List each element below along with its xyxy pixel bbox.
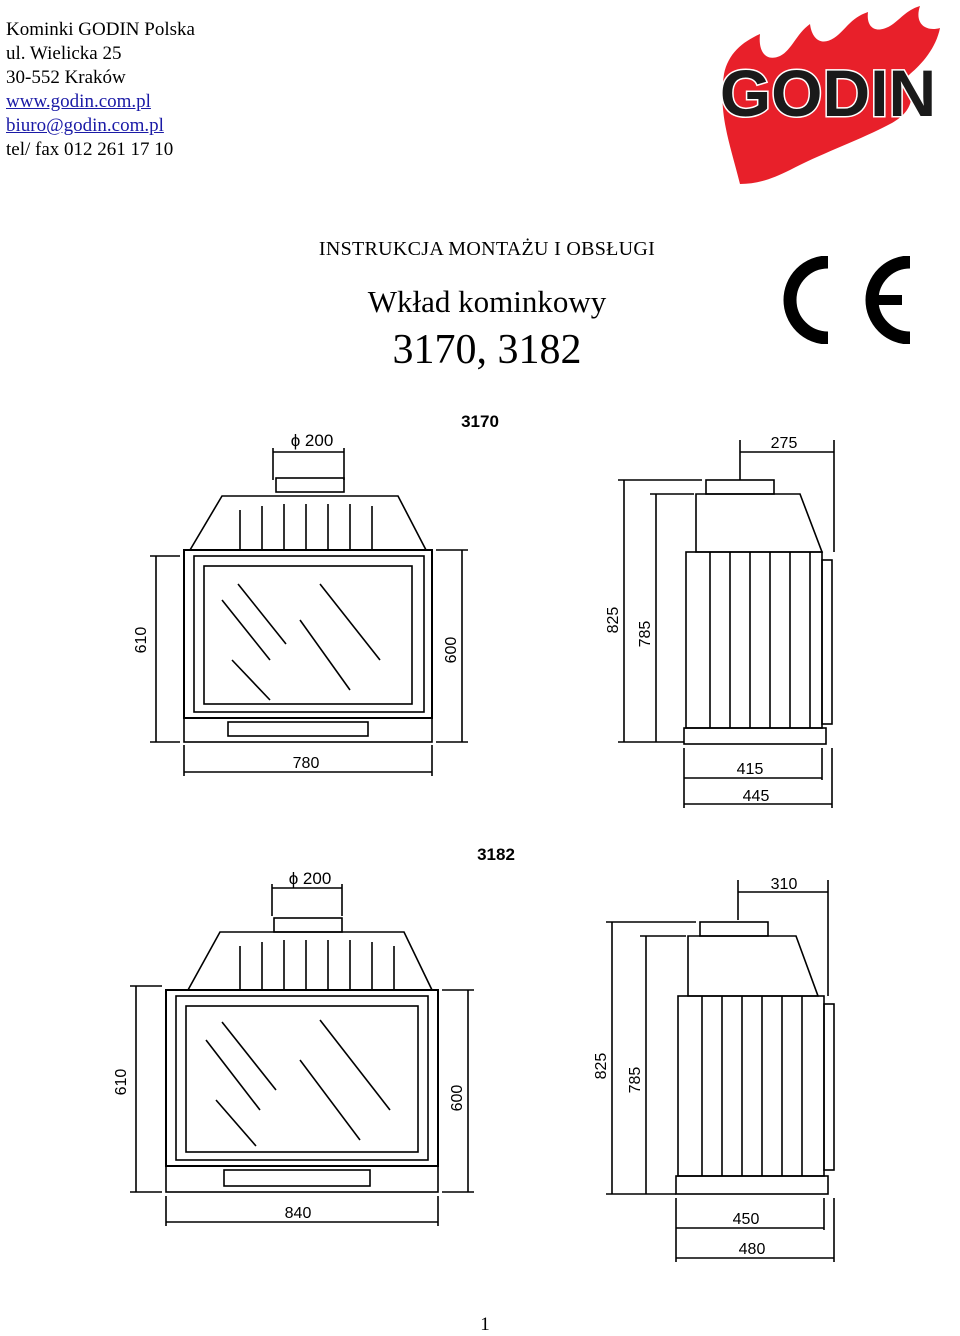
city-address: 30-552 Kraków — [6, 67, 126, 88]
height-body-label: 785 — [627, 1066, 644, 1094]
height-total-label: 825 — [605, 606, 622, 634]
depth-base-label: 415 — [736, 761, 764, 778]
height-body-label: 785 — [637, 620, 654, 648]
side-view — [605, 435, 834, 808]
document-heading: INSTRUKCJA MONTAŻU I OBSŁUGI — [318, 238, 656, 260]
width-label: 780 — [292, 755, 320, 772]
model-label: 3170 — [461, 412, 499, 431]
website-link[interactable]: www.godin.com.pl — [6, 91, 151, 112]
drawing-3170 — [133, 412, 834, 808]
logo-text: GODIN — [719, 56, 937, 130]
side-view — [593, 876, 834, 1262]
depth-top-label: 310 — [770, 876, 798, 893]
company-name: Kominki GODIN Polska — [6, 19, 195, 40]
depth-base-label: 450 — [732, 1211, 760, 1228]
front-view — [133, 431, 468, 776]
product-title: Wkład kominkowy — [367, 284, 607, 319]
svg-text:CE: CE — [770, 256, 772, 257]
email-link[interactable]: biuro@godin.com.pl — [6, 115, 164, 136]
model-numbers: 3170, 3182 — [392, 327, 582, 373]
depth-total-label: 445 — [742, 788, 770, 805]
page-number: 1 — [480, 1314, 490, 1335]
model-label: 3182 — [477, 845, 515, 864]
height-door-label: 600 — [443, 636, 460, 664]
height-door-label: 600 — [449, 1084, 466, 1112]
street-address: ul. Wielicka 25 — [6, 43, 122, 64]
height-total-label: 610 — [133, 626, 150, 654]
front-view — [113, 869, 474, 1226]
flue-diameter-label: ϕ 200 — [290, 431, 334, 450]
height-total-label: 610 — [113, 1068, 130, 1096]
depth-total-label: 480 — [738, 1241, 766, 1258]
flue-diameter-label: ϕ 200 — [288, 869, 332, 888]
phone-number: tel/ fax 012 261 17 10 — [6, 139, 174, 160]
drawing-3182 — [113, 845, 834, 1262]
depth-top-label: 275 — [770, 435, 798, 452]
height-total-label: 825 — [593, 1052, 610, 1080]
width-label: 840 — [284, 1205, 312, 1222]
